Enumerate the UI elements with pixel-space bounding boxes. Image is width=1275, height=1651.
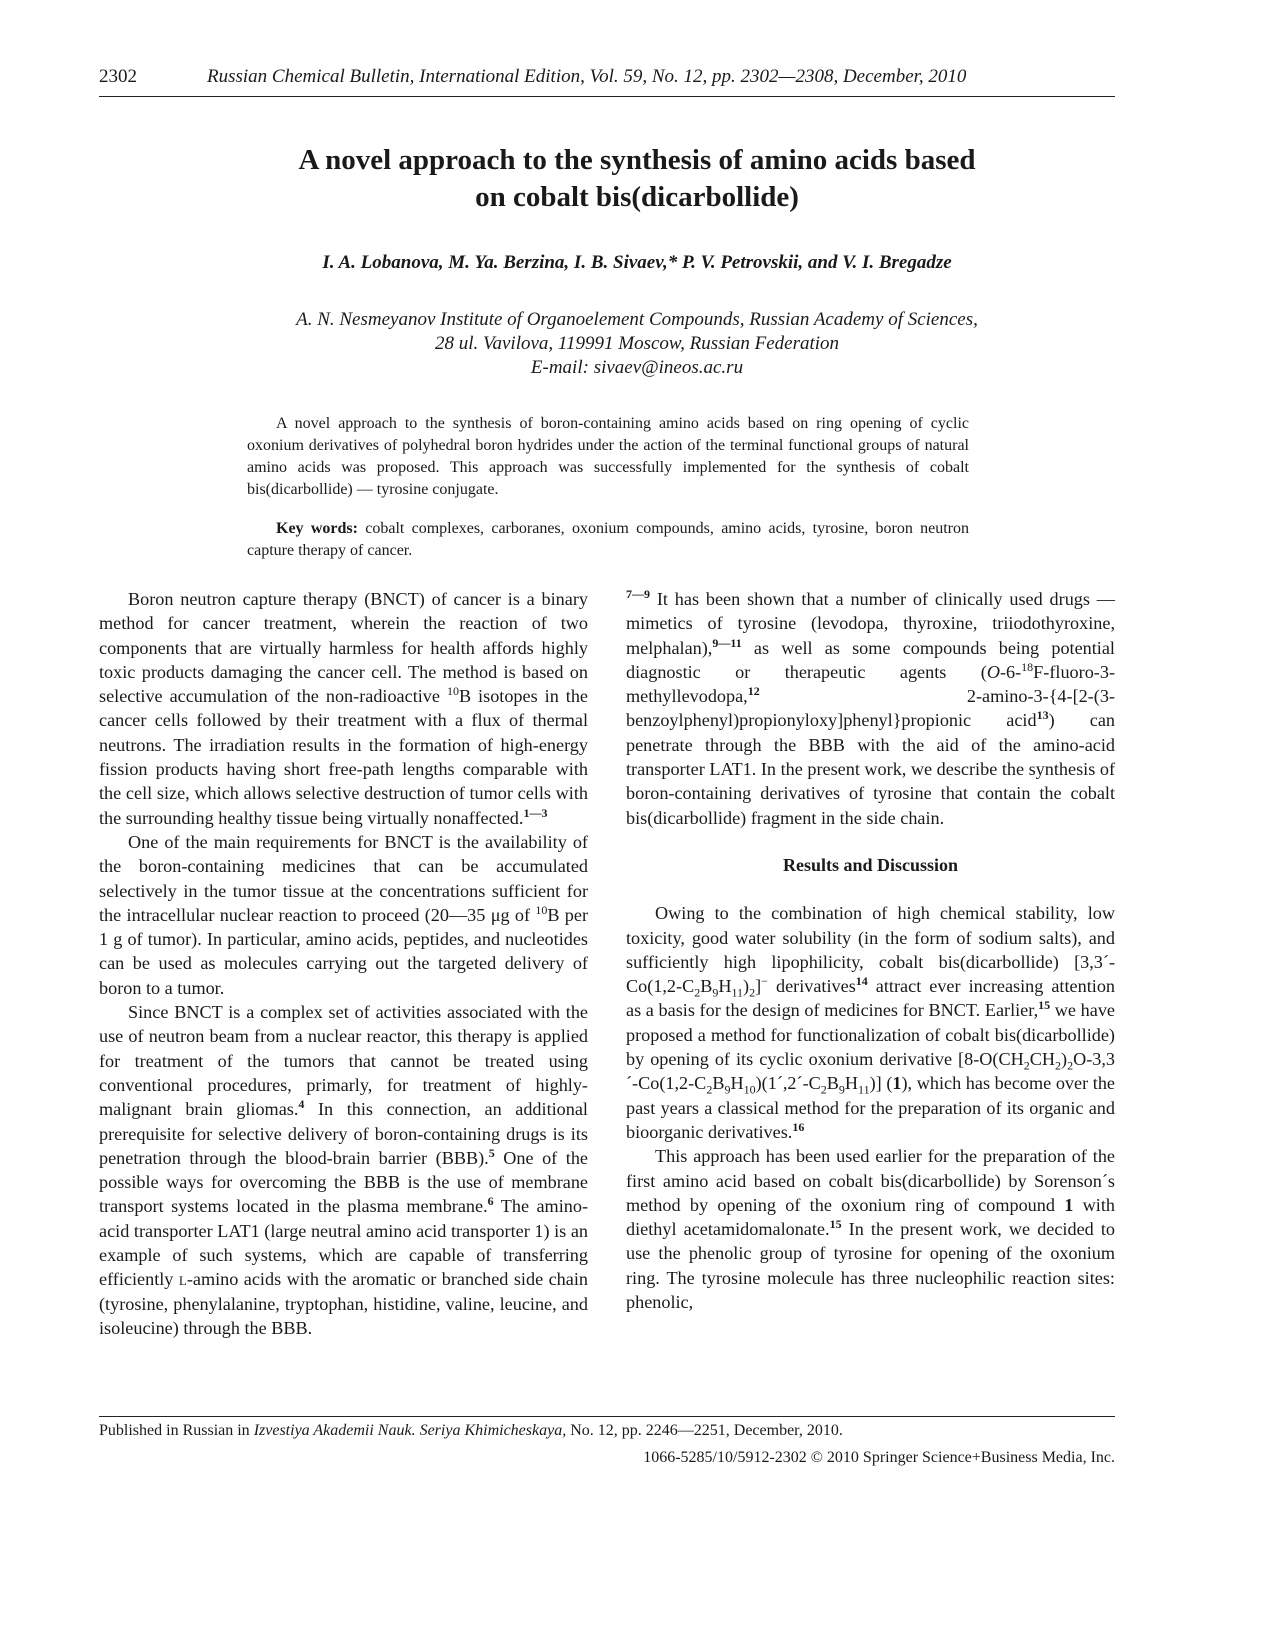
paragraph-approach: This approach has been used earlier for the preparation of the first amino acid based on cobalt bis(dicarbollide) by Sorenson´s method by opening of the oxonium ring of compound 1 with diethyl acetamidomalonate.$^{15}$ In the present work, we decided to use the phenolic group of tyrosine for opening of the oxonium ring. The tyrosine molecule has three nucleophilic reaction sites: phenolic, — [626, 1146, 1115, 1313]
keywords-text: cobalt complexes, carboranes, oxonium compounds, amino acids, tyrosine, boron neutron capture therapy of cancer. — [247, 520, 969, 559]
body-column-left — [99, 587, 588, 1340]
author-list: I. A. Lobanova, M. Ya. Berzina, I. B. Sivaev,* P. V. Petrovskii, and V. I. Bregadze — [322, 252, 952, 273]
article-title — [137, 142, 1137, 216]
affiliation-address: 28 ul. Vavilova, 119991 Moscow, Russian Federation — [434, 333, 840, 354]
body-column-right — [626, 587, 1115, 1314]
reference-marker: 1—3 — [523, 805, 548, 820]
affiliation-email: E-mail: sivaev@ineos.ac.ru — [530, 357, 744, 378]
paragraph-bbb: Since BNCT is a complex set of activities associated with the use of neutron beam from a nuclear reactor, this therapy is applied for treatment of the tumors that cannot be treated using conventional procedures, primarly, for treatment of highly-malignant brain gliomas.$^4$ In this connection, an additional prerequisite for selective delivery of boron-containing drugs is its penetration through the blood-brain barrier (BBB).$^5$ One of the possible ways for overcoming the BBB is the use of membrane transport systems located in the plasma membrane.$^6$ The amino-acid transporter LAT1 (large neutral amino acid transporter 1) is an example of such systems, which are capable of transferring efficiently l-amino acids with the aromatic or branched side chain (tyrosine, phenylalanine, tryptophan, histidine, valine, leucine, and isoleucine) through the BBB. — [99, 1002, 589, 1338]
keywords-label: Key words: — [276, 520, 358, 537]
paragraph-requirements: One of the main requirements for BNCT is the availability of the boron-containing medicines that can be accumulated selectively in the tumor tissue at the concentrations sufficient for the intracellular nuclear reaction to proceed (20—35 μg of $^{10}$B per 1 g of tumor). In particular, amino acids, peptides, and nucleotides can be used as molecules carrying out the targeted delivery of boron to a tumor. — [99, 831, 588, 998]
journal-citation: Russian Chemical Bulletin, International Edition, Vol. 59, No. 12, pp. 2302—2308, December, 2010 — [207, 66, 967, 87]
page-number: 2302 — [99, 66, 137, 87]
section-heading: Results and Discussion — [782, 854, 959, 875]
paragraph-cobalt: Owing to the combination of high chemical stability, low toxicity, good water solubility (in the form of sodium salts), and sufficiently high lipophilicity, cobalt bis(dicarbollide) $[3,3´-Co(1,2-C_2B_9H_{11})_2]^-$ derivatives$^{14}$ attract ever increasing attention as a basis for the design of medicines for BNCT. Earlier,$^{15}$ we have proposed a method for functionalization of cobalt bis(dicarbollide) by opening of its cyclic oxonium derivative $[8-O(CH_2CH_2)_2O-3,3´-Co(1,2-C_2B_9H_{10})(1´,2´-C_2B_9H_{11})]$ (1), which has become over the past years a classical method for the preparation of its organic and bioorganic derivatives.$^{16}$ — [626, 903, 1116, 1142]
paragraph-bnct-intro: Boron neutron capture therapy (BNCT) of cancer is a binary method for cancer treatment, wherein the reaction of two components that are virtually harmless for health affords highly toxic products damaging the cancer cell. The method is based on selective accumulation of the non-radioactive $^{10}$B isotopes in the cancer cells followed by their treatment with a flux of thermal neutrons. The irradiation results in the formation of high-energy fission products having short free-path lengths comparable with the cell size, which allows selective destruction of tumor cells with the surrounding healthy tissue being virtually nonaffected.$^{1—3}$ — [99, 589, 588, 828]
abstract: A novel approach to the synthesis of boron-containing amino acids based on ring opening of cyclic oxonium derivatives of polyhedral boron hydrides under the action of the terminal functional groups of natural amino acids was proposed. This approach was successfully implemented for the synthesis of cobalt bis(dicarbollide) — tyrosine conjugate. — [247, 415, 969, 498]
publication-note: Published in Russian in Izvestiya Akademii Nauk. Seriya Khimicheskaya, No. 12, pp. 2246—2251, December, 2010. — [99, 1422, 843, 1439]
paragraph-bbb-continued: $^{7—9}$ It has been shown that a number of clinically used drugs — mimetics of tyrosine (levodopa, thyroxine, triiodothyroxine, melphalan),$^{9—11}$ as well as some compounds being potential diagnostic or therapeutic agents (O-6-$^{18}$F-fluoro-3-methyllevodopa,$^{12}$ 2-amino-3-{4-[2-(3-benzoylphenyl)propionyloxy]phenyl}propionic acid$^{13}$) can penetrate through the BBB with the aid of the amino-acid transporter LAT1. In the present work, we describe the synthesis of boron-containing derivatives of tyrosine that contain the cobalt bis(dicarbollide) fragment in the side chain. — [626, 586, 1115, 828]
running-head — [99, 64, 1115, 97]
keywords — [247, 518, 969, 562]
copyright-line: 1066-5285/10/5912-2302 © 2010 Springer Science+Business Media, Inc. — [643, 1449, 1115, 1466]
affiliation-institute: A. N. Nesmeyanov Institute of Organoelement Compounds, Russian Academy of Sciences, — [296, 309, 978, 330]
title-line-1: A novel approach to the synthesis of amino acids based — [298, 144, 976, 176]
footer-divider — [99, 1416, 1115, 1417]
title-line-2: on cobalt bis(dicarbollide) — [475, 181, 799, 213]
affiliation — [137, 308, 1137, 380]
